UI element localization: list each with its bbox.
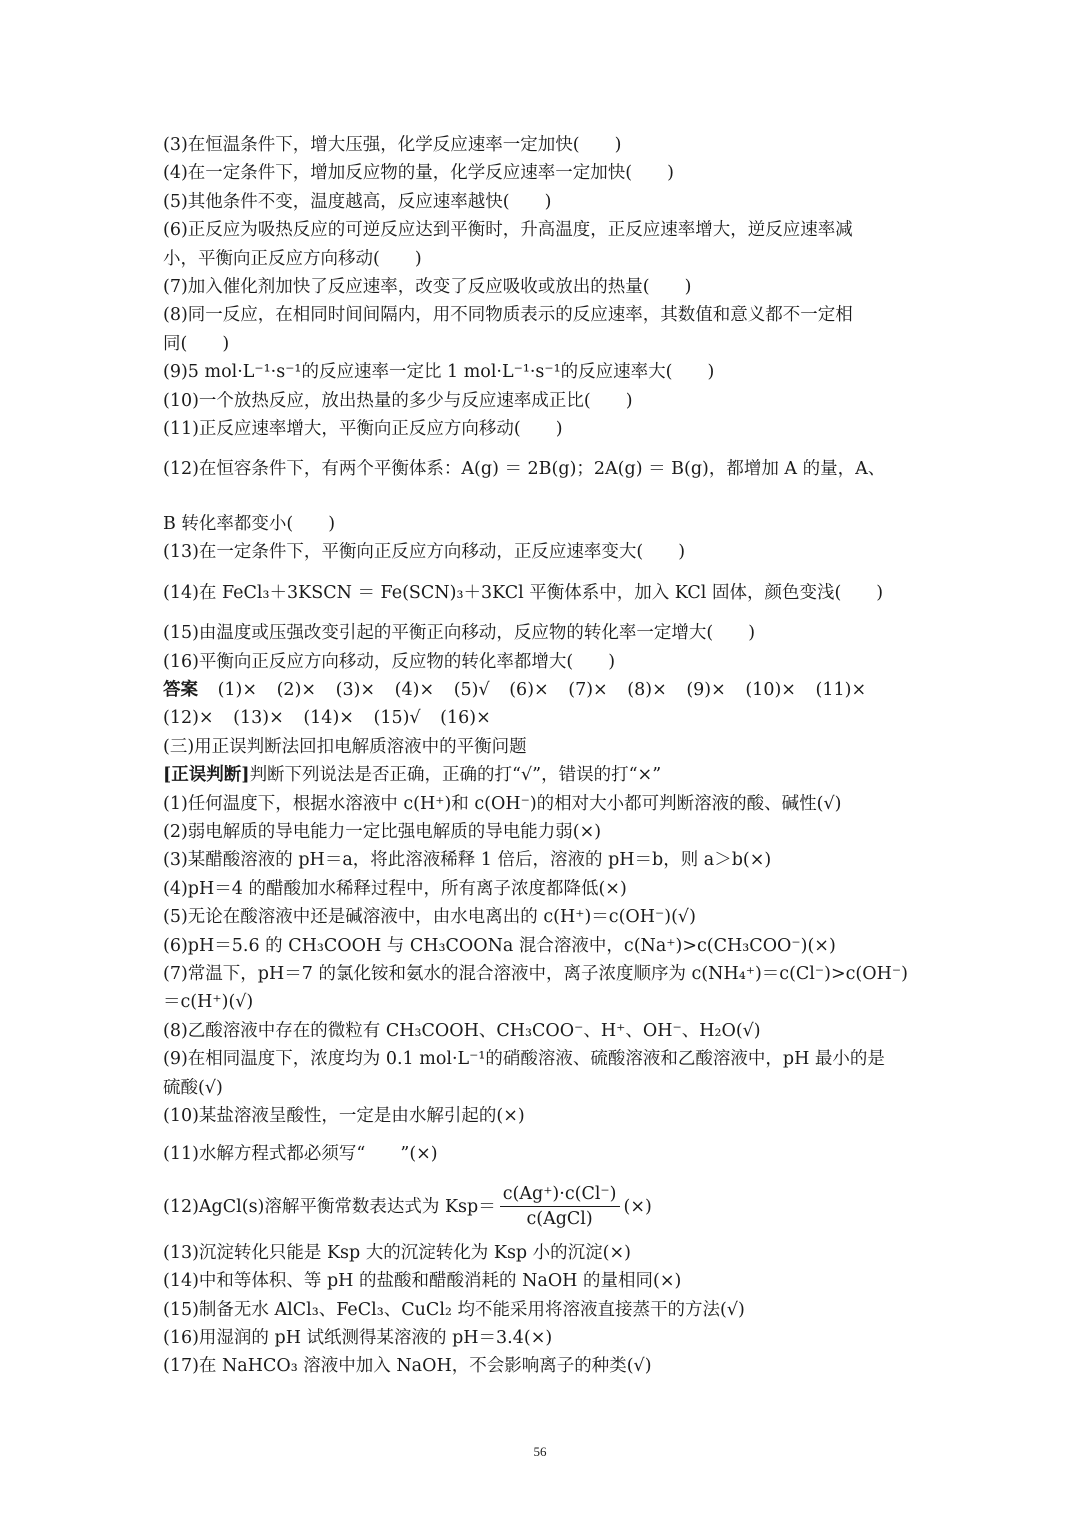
ksp-fraction xyxy=(500,1182,620,1231)
judge-tag: [正误判断] xyxy=(163,765,250,786)
statement-line: 硫酸(√) xyxy=(163,1077,223,1098)
statement-line: (1)任何温度下，根据水溶液中 c(H⁺)和 c(OH⁻)的相对大小都可判断溶液的酸、碱性(√) xyxy=(163,793,842,814)
page-content xyxy=(163,131,923,1381)
answer-item: (10)× xyxy=(745,679,796,700)
question-line: (10)一个放热反应，放出热量的多少与反应速率成正比( ) xyxy=(163,390,633,411)
answer-item: (1)× xyxy=(217,679,258,700)
statement-line: (4)pH＝4 的醋酸加水稀释过程中，所有离子浓度都降低(×) xyxy=(163,878,627,899)
statement-line: (16)用湿润的 pH 试纸测得某溶液的 pH＝3.4(×) xyxy=(163,1328,553,1349)
statement-12-prefix: (12)AgCl(s)溶解平衡常数表达式为 Ksp＝ xyxy=(163,1196,496,1217)
answer-item: (15)√ xyxy=(373,708,421,729)
answer-item: (9)× xyxy=(686,679,726,700)
question-line: (7)加入催化剂加快了反应速率，改变了反应吸收或放出的热量( ) xyxy=(163,277,692,298)
question-line: (9)5 mol·L⁻¹·s⁻¹的反应速率一定比 1 mol·L⁻¹·s⁻¹的反应速率大( ) xyxy=(163,362,715,383)
answer-item: (7)× xyxy=(568,679,608,700)
question-line: (11)正反应速率增大，平衡向正反应方向移动( ) xyxy=(163,419,563,440)
statement-line: ＝c(H⁺)(√) xyxy=(163,992,254,1013)
answer-item: (12)× xyxy=(163,708,214,729)
answer-item: (8)× xyxy=(627,679,667,700)
section-3-title: (三)用正误判断法回扣电解质溶液中的平衡问题 xyxy=(163,736,527,757)
fraction-numerator: c(Ag⁺)·c(Cl⁻) xyxy=(500,1182,620,1207)
statement-line: (6)pH＝5.6 的 CH₃COOH 与 CH₃COONa 混合溶液中，c(Na⁺)>c(CH₃COO⁻)(×) xyxy=(163,935,836,956)
question-line: 小，平衡向正反应方向移动( ) xyxy=(163,248,422,269)
fraction-denominator: c(AgCl) xyxy=(526,1209,593,1230)
statement-line: (8)乙酸溶液中存在的微粒有 CH₃COOH、CH₃COO⁻、H⁺、OH⁻、H₂O(√) xyxy=(163,1020,761,1041)
answer-item: (16)× xyxy=(440,708,491,729)
question-16: (16)平衡向正反应方向移动，反应物的转化率都增大( ) xyxy=(163,651,616,672)
answers-line-1 xyxy=(163,676,923,704)
question-15: (15)由温度或压强改变引起的平衡正向移动，反应物的转化率一定增大( ) xyxy=(163,623,756,644)
answer-item: (6)× xyxy=(509,679,549,700)
question-line: (3)在恒温条件下，增大压强，化学反应速率一定加快( ) xyxy=(163,135,622,155)
question-line: (4)在一定条件下，增加反应物的量，化学反应速率一定加快( ) xyxy=(163,163,674,184)
answer-item: (2)× xyxy=(276,679,317,700)
statement-line: (9)在相同温度下，浓度均为 0.1 mol·L⁻¹的硝酸溶液、硫酸溶液和乙酸溶液中，pH 最小的是 xyxy=(163,1049,885,1070)
statement-line: (10)某盐溶液呈酸性，一定是由水解引起的(×) xyxy=(163,1106,525,1126)
question-line: (5)其他条件不变，温度越高，反应速率越快( ) xyxy=(163,191,552,212)
answer-item: (11)× xyxy=(815,679,867,700)
statement-line: (7)常温下，pH＝7 的氯化铵和氨水的混合溶液中，离子浓度顺序为 c(NH₄⁺)＝c(Cl⁻)>c(OH⁻) xyxy=(163,963,908,984)
statement-line: (5)无论在酸溶液中还是碱溶液中，由水电离出的 c(H⁺)＝c(OH⁻)(√) xyxy=(163,907,696,928)
answer-label: 答案 xyxy=(163,679,198,700)
answer-item: (3)× xyxy=(335,679,376,700)
question-line: (6)正反应为吸热反应的可逆反应达到平衡时，升高温度，正反应速率增大，逆反应速率减 xyxy=(163,220,853,241)
statement-line: (17)在 NaHCO₃ 溶液中加入 NaOH，不会影响离子的种类(√) xyxy=(163,1356,652,1377)
answer-item: (4)× xyxy=(394,679,435,700)
answers-line-2 xyxy=(163,704,923,732)
statement-line: (2)弱电解质的导电能力一定比强电解质的导电能力弱(×) xyxy=(163,821,602,842)
question-line: (8)同一反应，在相同时间间隔内，用不同物质表示的反应速率，其数值和意义都不一定相 xyxy=(163,305,853,326)
judge-instruction-line xyxy=(163,761,923,789)
answer-item: (13)× xyxy=(233,708,284,729)
statement-12 xyxy=(163,1175,923,1239)
statement-line: (14)中和等体积、等 pH 的盐酸和醋酸消耗的 NaOH 的量相同(×) xyxy=(163,1271,682,1292)
question-13: (13)在一定条件下，平衡向正反应方向移动，正反应速率变大( ) xyxy=(163,542,686,563)
question-12-line-2: B 转化率都变小( ) xyxy=(163,513,336,534)
question-line: 同( ) xyxy=(163,333,230,354)
question-12-line-1: (12)在恒容条件下，有两个平衡体系：A(g) ＝ 2B(g)；2A(g) ＝ B(g)，都增加 A 的量，A、 xyxy=(163,459,886,480)
statement-line: (3)某醋酸溶液的 pH＝a，将此溶液稀释 1 倍后，溶液的 pH＝b，则 a＞b(×) xyxy=(163,850,772,871)
statement-11: (11)水解方程式都必须写“ ”(×) xyxy=(163,1144,438,1165)
page-number: 56 xyxy=(533,1444,547,1459)
statement-line: (13)沉淀转化只能是 Ksp 大的沉淀转化为 Ksp 小的沉淀(×) xyxy=(163,1242,632,1263)
statement-12-suffix: (×) xyxy=(623,1196,652,1217)
answer-item: (14)× xyxy=(303,708,354,729)
statement-line: (15)制备无水 AlCl₃、FeCl₃、CuCl₂ 均不能采用将溶液直接蒸干的方法(√) xyxy=(163,1299,745,1320)
answer-item: (5)√ xyxy=(453,679,490,700)
judge-instruction: 判断下列说法是否正确，正确的打“√”，错误的打“×” xyxy=(249,765,662,786)
question-14: (14)在 FeCl₃＋3KSCN ＝ Fe(SCN)₃＋3KCl 平衡体系中，加入 KCl 固体，颜色变浅( ) xyxy=(163,582,884,603)
